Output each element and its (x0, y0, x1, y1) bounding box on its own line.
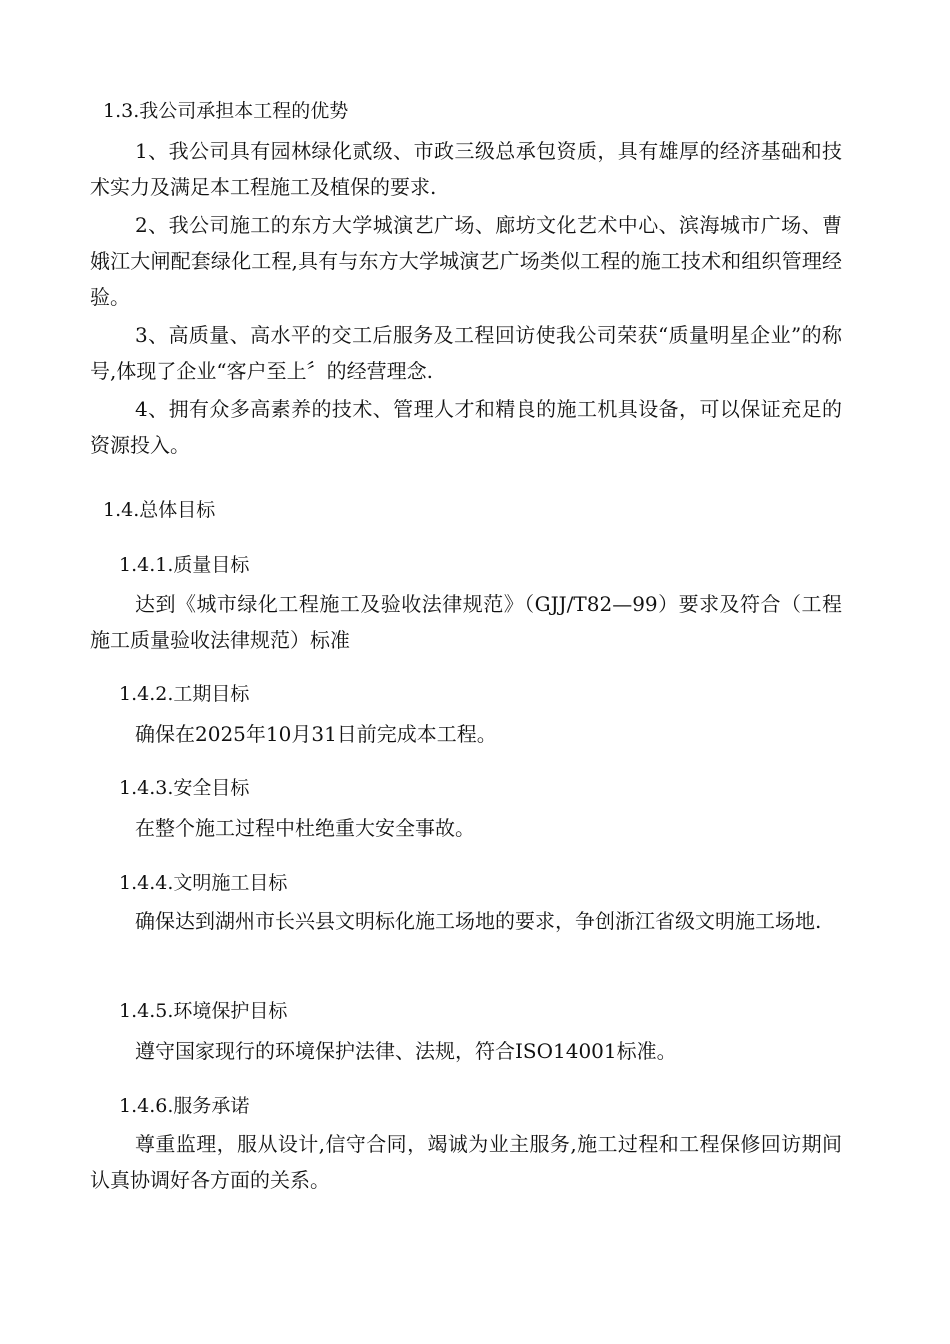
subheading-civilized: 1.4.4.文明施工目标 (119, 872, 288, 894)
section-heading-1-3: 1.3.我公司承担本工程的优势 (103, 100, 349, 122)
schedule-target-text: 确保在2025年10月31日前完成本工程。 (135, 722, 497, 746)
subheading-quality: 1.4.1.质量目标 (119, 554, 250, 576)
advantage-item-1: 1、我公司具有园林绿化贰级、市政三级总承包资质，具有雄厚的经济基础和技术实力及满足本工程施工及植保的要求. (90, 139, 842, 199)
advantage-item-4: 4、拥有众多高素养的技术、管理人才和精良的施工机具设备，可以保证充足的资源投入。 (90, 397, 842, 457)
environment-target-text: 遵守国家现行的环境保护法律、法规，符合ISO14001标准。 (135, 1039, 677, 1063)
civilized-target-text: 确保达到湖州市长兴县文明标化施工场地的要求，争创浙江省级文明施工场地. (135, 909, 822, 933)
advantage-item-2: 2、我公司施工的东方大学城演艺广场、廊坊文化艺术中心、滨海城市广场、曹娥江大闸配套绿化工程,具有与东方大学城演艺广场类似工程的施工技术和组织管理经验。 (90, 213, 842, 309)
subheading-safety: 1.4.3.安全目标 (119, 777, 250, 799)
section-heading-1-4: 1.4.总体目标 (103, 499, 216, 521)
subheading-service: 1.4.6.服务承诺 (119, 1095, 250, 1117)
safety-target-text: 在整个施工过程中杜绝重大安全事故。 (135, 816, 475, 840)
quality-target-text: 达到《城市绿化工程施工及验收法律规范》（GJJ/T82—99）要求及符合（工程施工质量验收法律规范）标准 (90, 592, 842, 652)
service-commitment-text: 尊重监理，服从设计,信守合同，竭诚为业主服务,施工过程和工程保修回访期间认真协调好各方面的关系。 (90, 1132, 842, 1192)
subheading-schedule: 1.4.2.工期目标 (119, 683, 250, 705)
subheading-environment: 1.4.5.环境保护目标 (119, 1000, 288, 1022)
advantage-item-3: 3、高质量、高水平的交工后服务及工程回访使我公司荣获“质量明星企业”的称号,体现了企业“客户至上〞的经营理念. (90, 323, 842, 383)
